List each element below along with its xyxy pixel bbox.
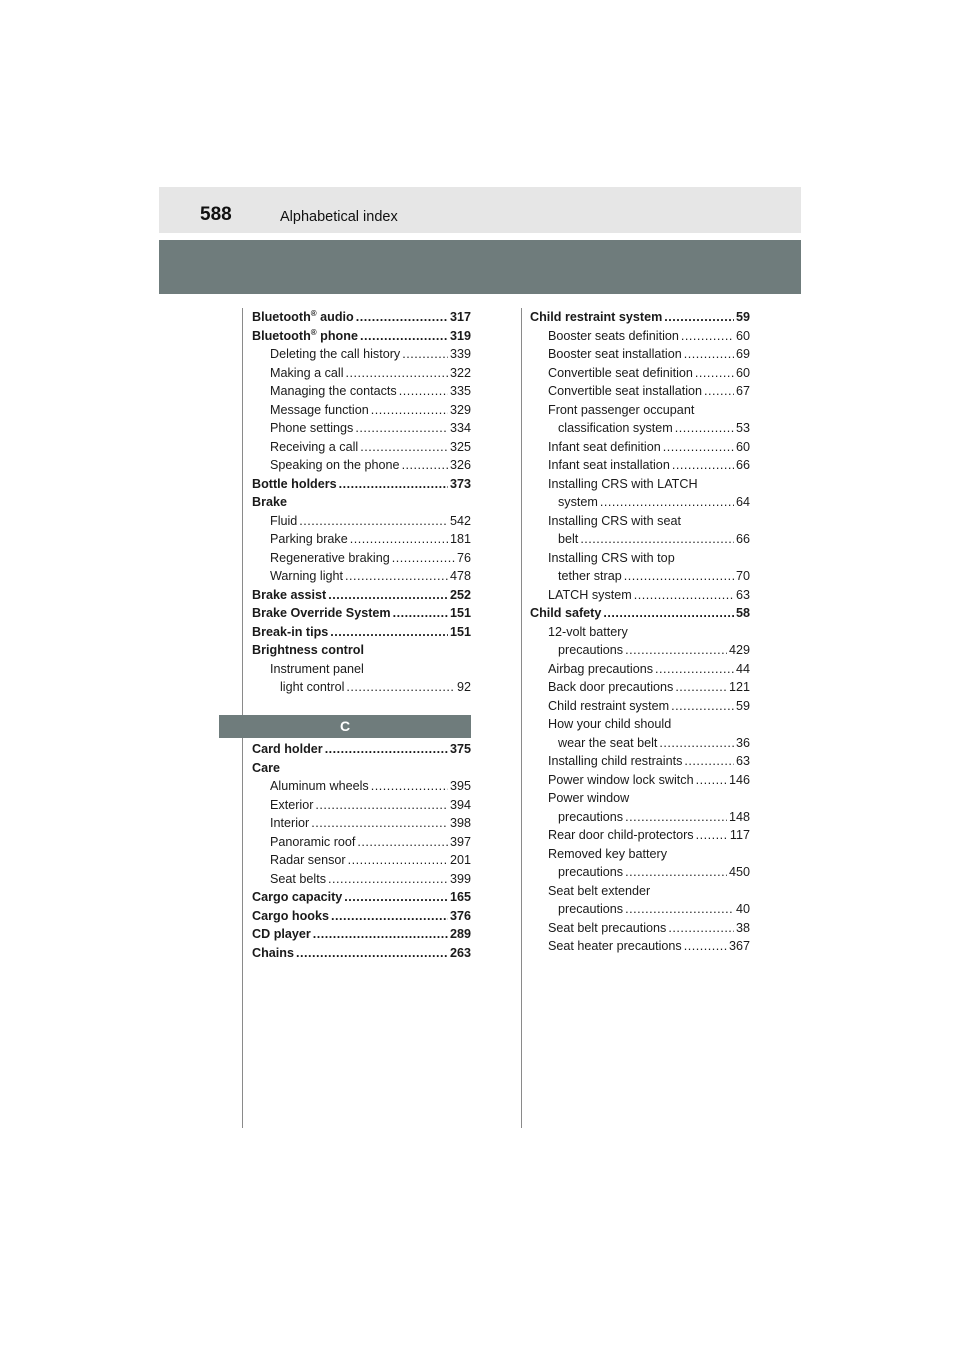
page-reference[interactable]: 322 bbox=[449, 365, 471, 380]
leader-dots bbox=[325, 740, 448, 759]
page-reference[interactable]: 165 bbox=[449, 890, 471, 904]
leader-dots bbox=[345, 567, 448, 586]
page-reference[interactable]: 53 bbox=[735, 421, 750, 435]
page-reference[interactable]: 58 bbox=[735, 606, 750, 620]
index-entry bbox=[252, 438, 471, 457]
leader-dots bbox=[668, 919, 734, 938]
leader-dots bbox=[634, 586, 734, 605]
leader-dots bbox=[684, 752, 734, 771]
page-reference[interactable]: 151 bbox=[449, 624, 471, 639]
page-reference[interactable]: 375 bbox=[449, 742, 471, 756]
index-entry bbox=[530, 623, 750, 642]
entry-term: Convertible seat installation bbox=[548, 384, 703, 398]
leader-dots bbox=[350, 530, 448, 549]
leader-dots bbox=[402, 345, 448, 364]
entry-term: Bottle holders bbox=[252, 476, 337, 491]
page-reference[interactable]: 76 bbox=[456, 550, 471, 565]
index-entry bbox=[530, 697, 750, 716]
page-reference[interactable]: 201 bbox=[449, 853, 471, 867]
entry-term: Power window bbox=[548, 791, 630, 805]
index-entry bbox=[530, 567, 750, 586]
entry-term: Booster seat installation bbox=[548, 347, 682, 361]
page-reference[interactable]: 397 bbox=[449, 834, 471, 849]
page-reference[interactable]: 326 bbox=[449, 458, 471, 472]
page-reference[interactable]: 335 bbox=[449, 384, 471, 398]
entry-term: Removed key battery bbox=[548, 846, 667, 861]
leader-dots bbox=[684, 345, 734, 364]
entry-term: Aluminum wheels bbox=[270, 779, 369, 793]
page-reference[interactable]: 325 bbox=[449, 439, 471, 454]
entry-term: Message function bbox=[270, 402, 369, 417]
leader-dots bbox=[357, 833, 448, 852]
index-entry bbox=[530, 919, 750, 938]
entry-term: Seat belts bbox=[270, 871, 327, 886]
index-entry bbox=[530, 438, 750, 457]
index-entry bbox=[530, 937, 750, 956]
leader-dots bbox=[663, 438, 734, 457]
index-entry bbox=[530, 382, 750, 401]
leader-dots bbox=[392, 549, 455, 568]
page-reference[interactable]: 376 bbox=[449, 908, 471, 923]
index-entry bbox=[530, 752, 750, 771]
entry-term: Card holder bbox=[252, 742, 323, 756]
page-reference[interactable]: 450 bbox=[728, 865, 750, 879]
leader-dots bbox=[355, 419, 448, 438]
index-entry bbox=[252, 567, 471, 586]
entry-term: Child restraint system bbox=[548, 698, 670, 713]
entry-term: Chains bbox=[252, 945, 294, 960]
page-reference[interactable]: 60 bbox=[735, 328, 750, 343]
entry-term: Rear door child-protectors bbox=[548, 828, 694, 842]
page-reference[interactable]: 148 bbox=[728, 809, 750, 824]
page-reference[interactable]: 151 bbox=[449, 606, 471, 620]
page-reference[interactable]: 478 bbox=[449, 569, 471, 583]
entry-term: Deleting the call history bbox=[270, 347, 401, 361]
index-entry bbox=[530, 604, 750, 623]
page-reference[interactable]: 429 bbox=[728, 643, 750, 657]
index-entry bbox=[530, 863, 750, 882]
entry-term: Interior bbox=[270, 816, 310, 830]
page-reference[interactable]: 117 bbox=[729, 828, 750, 842]
entry-term: Airbag precautions bbox=[548, 661, 654, 676]
leader-dots bbox=[664, 308, 734, 327]
index-entry bbox=[530, 345, 750, 364]
index-entry bbox=[252, 475, 471, 494]
page-reference[interactable]: 542 bbox=[449, 513, 471, 528]
index-entry bbox=[530, 900, 750, 919]
index-entry bbox=[252, 308, 471, 327]
index-entry bbox=[252, 888, 471, 907]
entry-term: Making a call bbox=[270, 365, 344, 380]
leader-dots bbox=[299, 512, 448, 531]
page-reference[interactable]: 38 bbox=[735, 920, 750, 935]
index-entry bbox=[530, 586, 750, 605]
entry-term: precautions bbox=[558, 865, 624, 879]
entry-term: Seat belt precautions bbox=[548, 920, 667, 935]
page-reference[interactable]: 36 bbox=[735, 735, 750, 750]
index-entry bbox=[252, 364, 471, 383]
index-column-left-bottom bbox=[252, 740, 471, 962]
page-reference[interactable]: 373 bbox=[449, 476, 471, 491]
page-reference[interactable]: 63 bbox=[735, 754, 750, 768]
page-reference[interactable]: 289 bbox=[449, 927, 471, 941]
leader-dots bbox=[330, 623, 448, 642]
page-reference[interactable]: 367 bbox=[728, 939, 750, 953]
index-entry bbox=[530, 493, 750, 512]
page-reference[interactable]: 181 bbox=[449, 532, 471, 546]
entry-term: precautions bbox=[558, 643, 624, 657]
page-reference[interactable]: 252 bbox=[449, 587, 471, 602]
entry-term: Instrument panel bbox=[270, 661, 364, 676]
entry-term: precautions bbox=[558, 809, 624, 824]
leader-dots bbox=[672, 456, 734, 475]
index-entry bbox=[252, 660, 471, 679]
index-column-right bbox=[530, 308, 750, 956]
page-reference[interactable]: 399 bbox=[449, 871, 471, 886]
page-reference[interactable]: 92 bbox=[456, 680, 471, 694]
entry-term: light control bbox=[280, 680, 345, 694]
leader-dots bbox=[339, 475, 448, 494]
entry-term: Break-in tips bbox=[252, 624, 329, 639]
entry-term: 12-volt battery bbox=[548, 624, 628, 639]
entry-term: Managing the contacts bbox=[270, 384, 397, 398]
leader-dots bbox=[328, 870, 448, 889]
index-entry bbox=[252, 345, 471, 364]
page-number: 588 bbox=[200, 204, 232, 225]
index-entry bbox=[530, 826, 750, 845]
entry-term: CD player bbox=[252, 927, 311, 941]
index-entry bbox=[530, 308, 750, 327]
entry-term: Warning light bbox=[270, 569, 344, 583]
leader-dots bbox=[625, 808, 727, 827]
leader-dots bbox=[346, 678, 455, 697]
leader-dots bbox=[311, 814, 448, 833]
index-entry bbox=[530, 327, 750, 346]
index-entry bbox=[252, 419, 471, 438]
index-entry bbox=[530, 641, 750, 660]
index-entry bbox=[252, 814, 471, 833]
entry-term: Parking brake bbox=[270, 532, 348, 546]
leader-dots bbox=[580, 530, 734, 549]
index-entry bbox=[252, 777, 471, 796]
leader-dots bbox=[402, 456, 448, 475]
index-entry bbox=[252, 549, 471, 568]
index-entry bbox=[530, 530, 750, 549]
leader-dots bbox=[603, 604, 734, 623]
index-entry bbox=[530, 789, 750, 808]
index-entry bbox=[252, 493, 471, 512]
entry-term: How your child should bbox=[548, 717, 672, 731]
entry-term: Convertible seat definition bbox=[548, 365, 693, 380]
index-entry bbox=[252, 586, 471, 605]
leader-dots bbox=[671, 697, 734, 716]
index-entry bbox=[530, 771, 750, 790]
index-entry bbox=[252, 796, 471, 815]
index-entry bbox=[530, 845, 750, 864]
entry-term: Speaking on the phone bbox=[270, 458, 400, 472]
index-entry bbox=[252, 870, 471, 889]
index-entry bbox=[252, 456, 471, 475]
page-reference[interactable]: 67 bbox=[735, 384, 750, 398]
leader-dots bbox=[393, 604, 448, 623]
entry-term: belt bbox=[558, 532, 579, 546]
leader-dots bbox=[344, 888, 448, 907]
page-reference[interactable]: 59 bbox=[735, 310, 750, 324]
page-title: Alphabetical index bbox=[280, 209, 398, 225]
index-entry bbox=[252, 641, 471, 660]
page-reference[interactable]: 319 bbox=[449, 328, 471, 343]
index-column-left-top bbox=[252, 308, 471, 697]
leader-dots bbox=[296, 944, 448, 963]
index-entry bbox=[530, 419, 750, 438]
entry-term: Bluetooth® audio bbox=[252, 309, 354, 324]
leader-dots bbox=[681, 327, 734, 346]
entry-term: Back door precautions bbox=[548, 680, 674, 694]
header-bar bbox=[159, 187, 801, 233]
leader-dots bbox=[684, 937, 727, 956]
page-reference[interactable]: 121 bbox=[728, 680, 750, 694]
leader-dots bbox=[399, 382, 448, 401]
leader-dots bbox=[625, 900, 734, 919]
page-reference[interactable]: 317 bbox=[449, 310, 471, 324]
entry-term: Installing CRS with LATCH bbox=[548, 476, 698, 491]
index-entry bbox=[530, 364, 750, 383]
entry-term: Child safety bbox=[530, 606, 602, 620]
page-reference[interactable]: 334 bbox=[449, 421, 471, 435]
page-reference[interactable]: 60 bbox=[735, 439, 750, 454]
index-entry bbox=[252, 678, 471, 697]
page-reference[interactable]: 395 bbox=[449, 779, 471, 793]
index-entry bbox=[252, 401, 471, 420]
entry-term: Care bbox=[252, 760, 281, 775]
leader-dots bbox=[600, 493, 734, 512]
entry-term: Radar sensor bbox=[270, 853, 346, 867]
index-entry bbox=[530, 512, 750, 531]
index-entry bbox=[252, 759, 471, 778]
page-reference[interactable]: 63 bbox=[735, 587, 750, 602]
index-entry bbox=[252, 382, 471, 401]
entry-term: Exterior bbox=[270, 797, 314, 812]
leader-dots bbox=[696, 826, 728, 845]
leader-dots bbox=[371, 401, 448, 420]
leader-dots bbox=[328, 586, 448, 605]
entry-term: Phone settings bbox=[270, 421, 354, 435]
index-entry bbox=[252, 327, 471, 346]
index-entry bbox=[252, 851, 471, 870]
leader-dots bbox=[696, 771, 727, 790]
entry-term: Brake assist bbox=[252, 587, 327, 602]
page-reference[interactable]: 64 bbox=[735, 495, 750, 509]
page-reference[interactable]: 394 bbox=[449, 797, 471, 812]
index-entry bbox=[530, 475, 750, 494]
entry-term: Front passenger occupant bbox=[548, 402, 695, 417]
entry-term: wear the seat belt bbox=[558, 735, 658, 750]
index-entry bbox=[530, 808, 750, 827]
leader-dots bbox=[625, 641, 727, 660]
page-reference[interactable]: 146 bbox=[728, 772, 750, 787]
page-reference[interactable]: 329 bbox=[449, 402, 471, 417]
index-entry bbox=[530, 549, 750, 568]
entry-term: Seat belt extender bbox=[548, 883, 651, 898]
index-entry bbox=[530, 734, 750, 753]
page-reference[interactable]: 59 bbox=[735, 698, 750, 713]
leader-dots bbox=[348, 851, 448, 870]
leader-dots bbox=[371, 777, 448, 796]
page-reference[interactable]: 339 bbox=[449, 347, 471, 361]
entry-term: Installing CRS with top bbox=[548, 550, 675, 565]
index-entry bbox=[252, 944, 471, 963]
page-reference[interactable]: 70 bbox=[735, 569, 750, 583]
entry-term: Regenerative braking bbox=[270, 550, 390, 565]
entry-term: Brake bbox=[252, 495, 288, 509]
entry-term: Infant seat installation bbox=[548, 458, 670, 472]
leader-dots bbox=[675, 678, 727, 697]
leader-dots bbox=[655, 660, 734, 679]
entry-term: system bbox=[558, 495, 598, 509]
entry-term: Brightness control bbox=[252, 643, 364, 657]
index-entry bbox=[252, 512, 471, 531]
entry-term: Infant seat definition bbox=[548, 439, 661, 454]
leader-dots bbox=[675, 419, 734, 438]
entry-term: Panoramic roof bbox=[270, 834, 356, 849]
leader-dots bbox=[360, 438, 448, 457]
leader-dots bbox=[659, 734, 734, 753]
page-reference[interactable]: 398 bbox=[449, 816, 471, 830]
entry-term: LATCH system bbox=[548, 587, 632, 602]
index-entry bbox=[530, 456, 750, 475]
index-entry bbox=[252, 530, 471, 549]
leader-dots bbox=[360, 327, 448, 346]
leader-dots bbox=[356, 308, 448, 327]
page-reference[interactable]: 40 bbox=[735, 902, 750, 916]
page-reference[interactable]: 44 bbox=[735, 661, 750, 676]
entry-term: Bluetooth® phone bbox=[252, 327, 358, 343]
leader-dots bbox=[624, 567, 734, 586]
entry-term: Power window lock switch bbox=[548, 772, 694, 787]
header-band bbox=[159, 240, 801, 294]
entry-term: Brake Override System bbox=[252, 606, 391, 620]
entry-term: tether strap bbox=[558, 569, 622, 583]
page-reference[interactable]: 69 bbox=[735, 347, 750, 361]
index-entry bbox=[530, 882, 750, 901]
leader-dots bbox=[346, 364, 448, 383]
index-entry bbox=[252, 623, 471, 642]
entry-term: Receiving a call bbox=[270, 439, 359, 454]
entry-term: Cargo hooks bbox=[252, 908, 329, 923]
leader-dots bbox=[625, 863, 727, 882]
entry-term: precautions bbox=[558, 902, 624, 916]
page-reference[interactable]: 60 bbox=[735, 365, 750, 380]
entry-term: Installing CRS with seat bbox=[548, 513, 681, 528]
entry-term: Installing child restraints bbox=[548, 754, 683, 768]
index-entry bbox=[252, 907, 471, 926]
page-reference[interactable]: 263 bbox=[449, 945, 471, 960]
entry-term: Cargo capacity bbox=[252, 890, 343, 904]
entry-term: classification system bbox=[558, 421, 673, 435]
index-entry bbox=[252, 833, 471, 852]
leader-dots bbox=[695, 364, 734, 383]
index-entry bbox=[530, 715, 750, 734]
index-entry bbox=[252, 740, 471, 759]
section-letter-bar: C bbox=[219, 715, 471, 738]
entry-term: Fluid bbox=[270, 513, 298, 528]
leader-dots bbox=[313, 925, 448, 944]
page-reference[interactable]: 66 bbox=[735, 458, 750, 472]
entry-term: Seat heater precautions bbox=[548, 939, 682, 953]
index-entry bbox=[530, 678, 750, 697]
index-entry bbox=[252, 604, 471, 623]
leader-dots bbox=[331, 907, 448, 926]
index-entry bbox=[530, 660, 750, 679]
leader-dots bbox=[315, 796, 448, 815]
index-entry bbox=[530, 401, 750, 420]
entry-term: Booster seats definition bbox=[548, 328, 679, 343]
page-reference[interactable]: 66 bbox=[735, 532, 750, 546]
column-rule-right bbox=[521, 308, 522, 1128]
entry-term: Child restraint system bbox=[530, 310, 663, 324]
leader-dots bbox=[704, 382, 734, 401]
index-entry bbox=[252, 925, 471, 944]
